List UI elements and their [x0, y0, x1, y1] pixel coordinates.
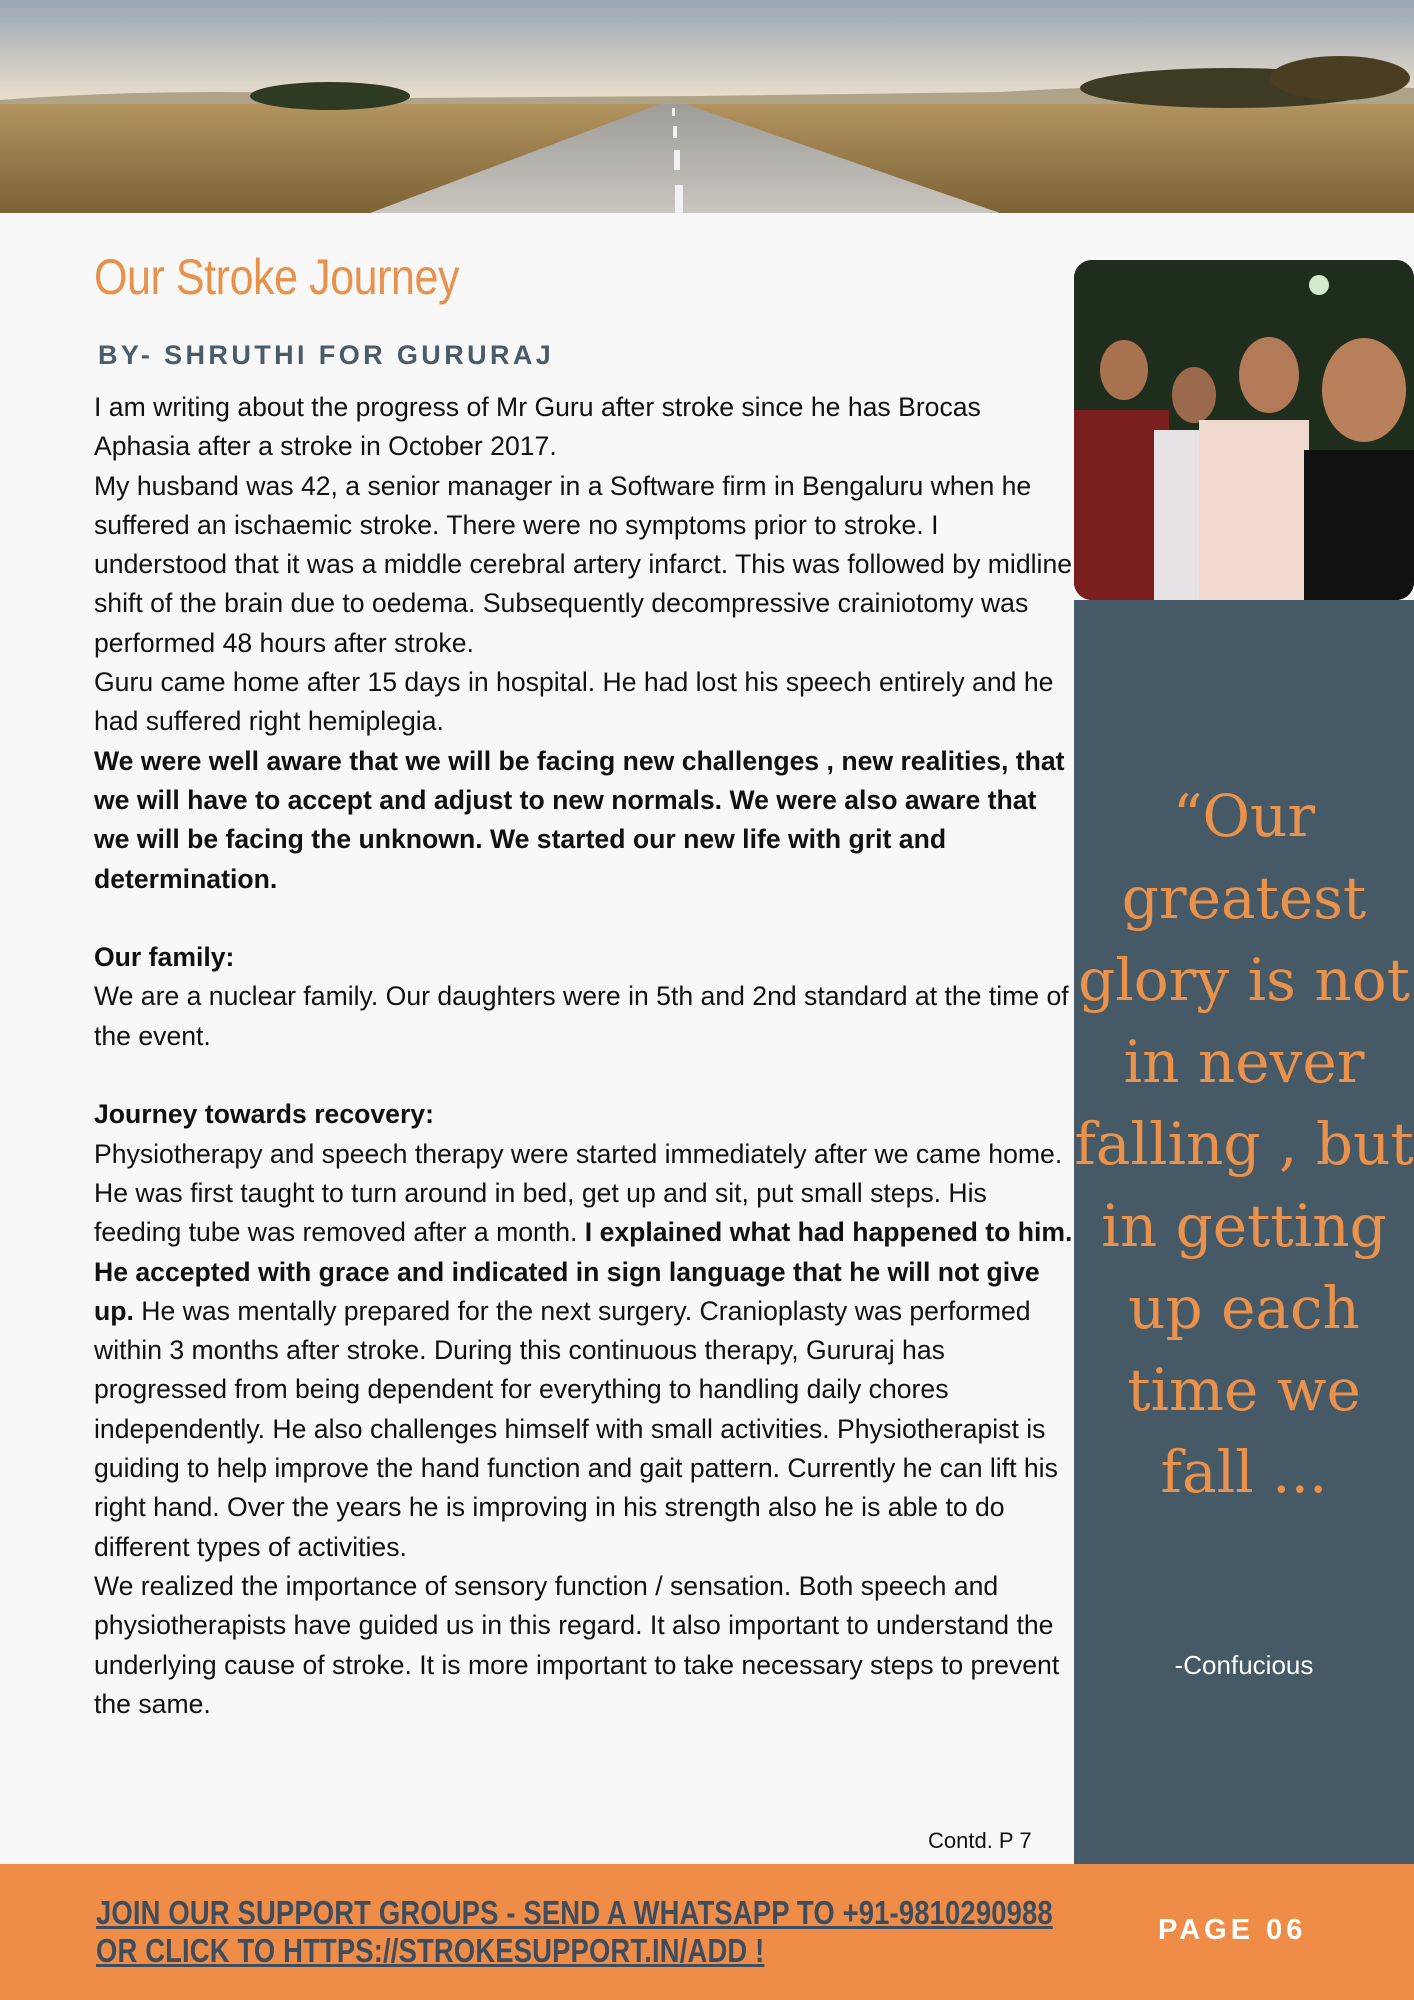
- section-heading-family: Our family:: [94, 942, 235, 973]
- paragraph-bold: We were well aware that we will be facing new challenges , new realities, that we will have to accept and adjust to new normals. We were also aware that we will be facing the unknown. We started our new life with grit and determination.: [94, 745, 1065, 894]
- author-byline: BY- SHRUTHI FOR GURURAJ: [98, 340, 555, 370]
- article-body: [94, 388, 1076, 1724]
- paragraph: We are a nuclear family. Our daughters were in 5th and 2nd standard at the time of the event.: [94, 981, 1069, 1051]
- paragraph: Physiotherapy and speech therapy were started immediately after we came home. He was first taught to turn around in bed, get up and sit, put small steps. His feeding tube was removed after a month. I explained what had happened to him. He accepted with grace and indicated in sign language that he will not give up. He was mentally prepared for the next surgery. Cranioplasty was performed within 3 months after stroke. During this continuous therapy, Gururaj has progressed from being dependent for everything to handling daily chores independently. He also challenges himself with small activities. Physiotherapist is guiding to help improve the hand function and gait pattern. Currently he can lift his right hand. Over the years he is improving in his strength also he is able to do different types of activities.: [94, 1138, 1073, 1562]
- quote-author: -Confucious: [1174, 1650, 1314, 1680]
- hero-banner-image: [0, 0, 1414, 213]
- continued-note: Contd. P 7: [928, 1828, 1032, 1853]
- support-link-line-2[interactable]: OR CLICK TO HTTPS://STROKESUPPORT.IN/ADD !: [96, 1932, 765, 1969]
- quote-panel: [1074, 600, 1414, 1864]
- paragraph: I am writing about the progress of Mr Guru after stroke since he has Brocas Aphasia after a stroke in October 2017.: [94, 392, 981, 462]
- page-number: PAGE 06: [1158, 1914, 1307, 1946]
- quote-text: “Our greatest glory is not in never falling , but in getting up each time we fall ...: [1074, 782, 1414, 1506]
- page-title: Our Stroke Journey: [94, 249, 460, 305]
- support-link-line-1[interactable]: JOIN OUR SUPPORT GROUPS - SEND A WHATSAPP TO +91-9810290988: [96, 1894, 1053, 1931]
- section-heading-recovery: Journey towards recovery:: [94, 1099, 434, 1130]
- family-photo: [1074, 260, 1414, 600]
- paragraph: We realized the importance of sensory function / sensation. Both speech and physiotherapists have guided us in this regard. It also important to understand the underlying cause of stroke. It is more important to take necessary steps to prevent the same.: [94, 1570, 1060, 1719]
- paragraph: My husband was 42, a senior manager in a Software firm in Bengaluru when he suffered an ischaemic stroke. There were no symptoms prior to stroke. I understood that it was a middle cerebral artery infarct. This was followed by midline shift of the brain due to oedema. Subsequently decompressive crainiotomy was performed 48 hours after stroke.: [94, 470, 1073, 658]
- support-group-link[interactable]: [96, 1894, 1092, 1970]
- paragraph: Guru came home after 15 days in hospital. He had lost his speech entirely and he had suffered right hemiplegia.: [94, 667, 1054, 737]
- footer-bar: [0, 1864, 1414, 2000]
